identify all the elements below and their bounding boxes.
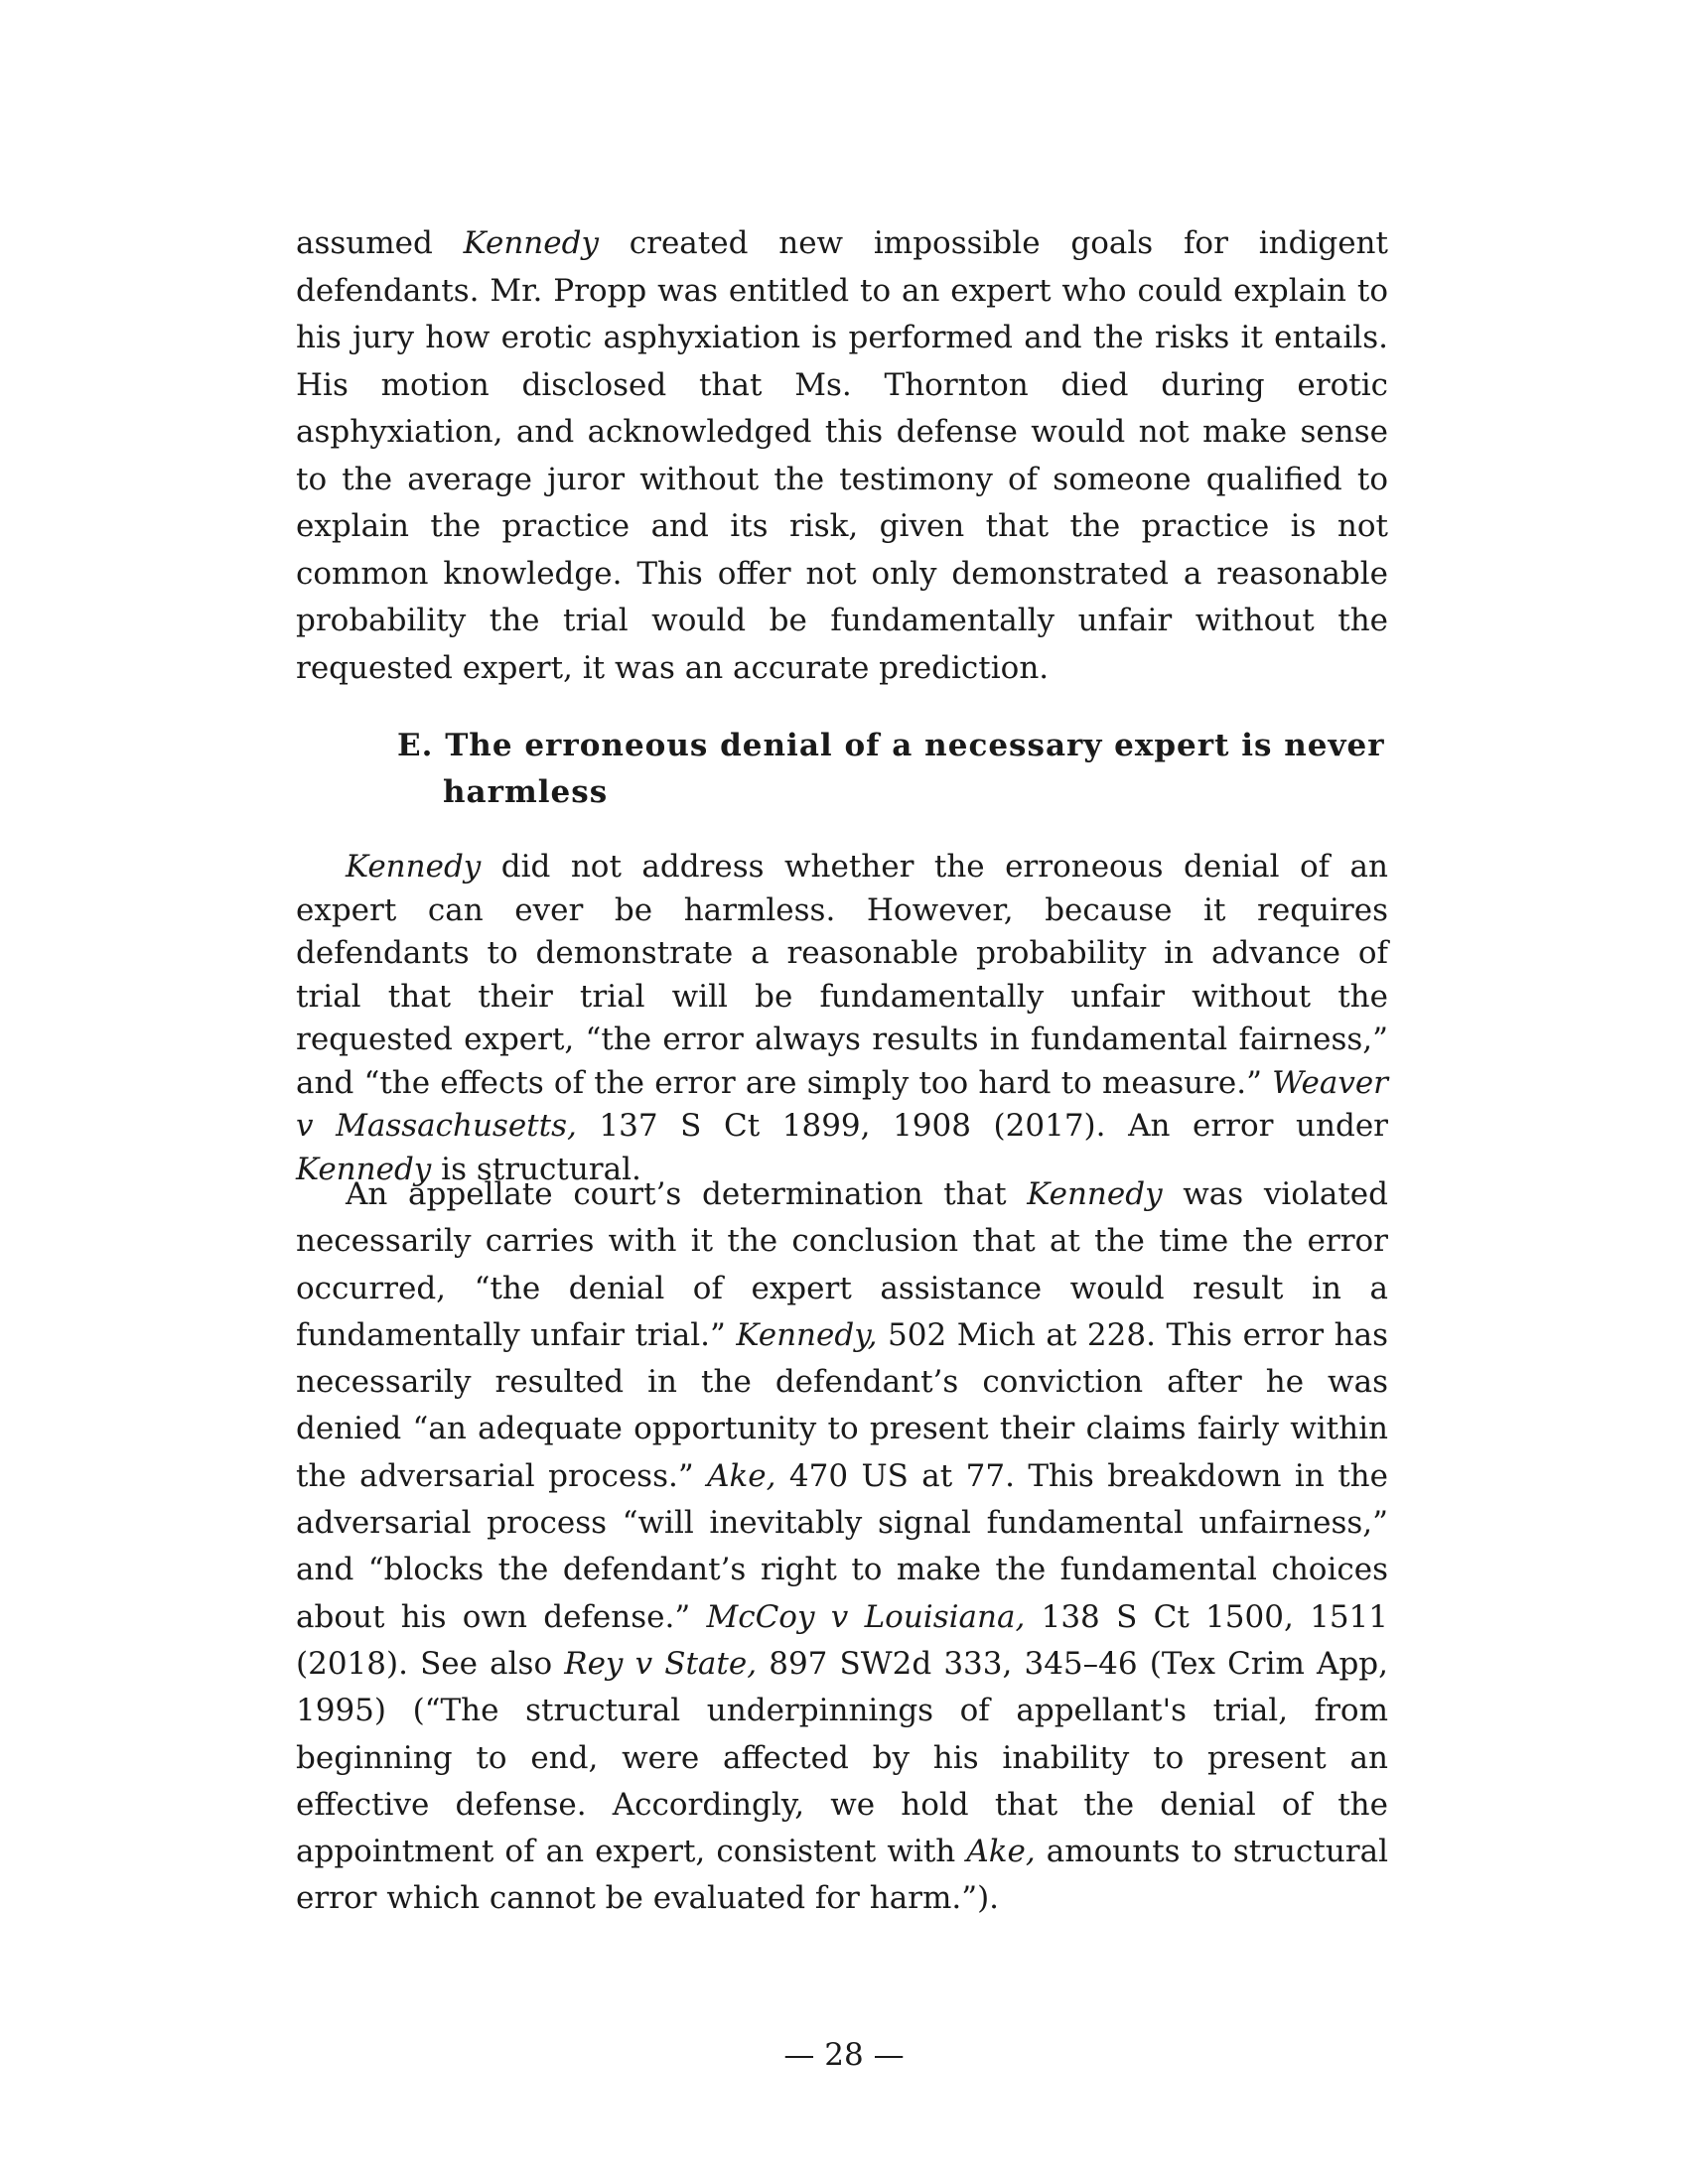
case-citation: McCoy v Louisiana, bbox=[706, 1598, 1026, 1635]
text-run: 138 S Ct 1500, 1511 (2018). See also bbox=[296, 1598, 1388, 1682]
case-citation: Kennedy bbox=[346, 849, 482, 885]
text-run: 470 US at 77. This breakdown in the adversarial process “will inevitably signal fundamental unfairness,” and “blocks the defendant’s right to make the fundamental choices about his own defense.” bbox=[296, 1457, 1388, 1635]
case-citation: Kennedy, bbox=[736, 1316, 878, 1353]
case-citation: Ake, bbox=[966, 1834, 1036, 1870]
section-heading-e: E. The erroneous denial of a necessary expert is never harmless bbox=[397, 728, 1385, 810]
text-run: did not address whether the erroneous denial of an expert can ever be harmless. However, because it requires defendants to demonstrate a reasonable probability in advance of trial that their trial will be fundamentally unfair without the requested expert, “the error always results in fundamental fairness,” and “the effects of the error are simply too hard to measure.” bbox=[296, 849, 1388, 1101]
case-citation: Kennedy bbox=[296, 1151, 432, 1187]
text-run: amounts to structural error which cannot be evaluated for harm.”). bbox=[296, 1834, 1389, 1917]
text-run: was violated necessarily carries with it the conclusion that at the time the error occurred, “the denial of expert assistance would result in a fundamentally unfair trial.” bbox=[296, 1176, 1388, 1353]
text-run: 502 Mich at 228. This error has necessarily resulted in the defendant’s conviction after he was denied “an adequate opportunity to present their claims fairly within the adversarial process.” bbox=[296, 1316, 1388, 1494]
paragraph-1 bbox=[296, 220, 1388, 692]
paragraph-3 bbox=[296, 1171, 1388, 1923]
text-run: 897 SW2d 333, 345–46 (Tex Crim App, 1995) (“The structural underpinnings of appellant's trial, from beginning to end, were affected by his inability to present an effective defense. Accordingly, we hold that the denial of the appointment of an expert, consistent with bbox=[296, 1645, 1388, 1870]
text-run: An appellate court’s determination that bbox=[346, 1176, 1028, 1212]
page-number: — 28 — bbox=[783, 2037, 905, 2073]
text-run: assumed bbox=[296, 225, 464, 261]
text-run: 137 S Ct 1899, 1908 (2017). An error under bbox=[576, 1108, 1388, 1144]
case-citation: Weaver v Massachusetts, bbox=[296, 1064, 1388, 1144]
case-citation: Rey v State, bbox=[564, 1645, 758, 1682]
paragraph-2 bbox=[296, 846, 1388, 1191]
case-citation: Ake, bbox=[707, 1457, 776, 1494]
text-run: is structural. bbox=[431, 1151, 641, 1187]
case-citation: Kennedy bbox=[1027, 1176, 1163, 1212]
case-citation: Kennedy bbox=[463, 225, 599, 261]
text-run: created new impossible goals for indigent defendants. Mr. Propp was entitled to an expert who could explain to his jury how erotic asphyxiation is performed and the risks it entails. His motion disclosed that Ms. Thornton died during erotic asphyxiation, and acknowledged this defense would not make sense to the average juror without the testimony of someone qualified to explain the practice and its risk, given that the practice is not common knowledge. This offer not only demonstrated a reasonable probability the trial would be fundamentally unfair without the requested expert, it was an accurate prediction. bbox=[296, 225, 1388, 686]
